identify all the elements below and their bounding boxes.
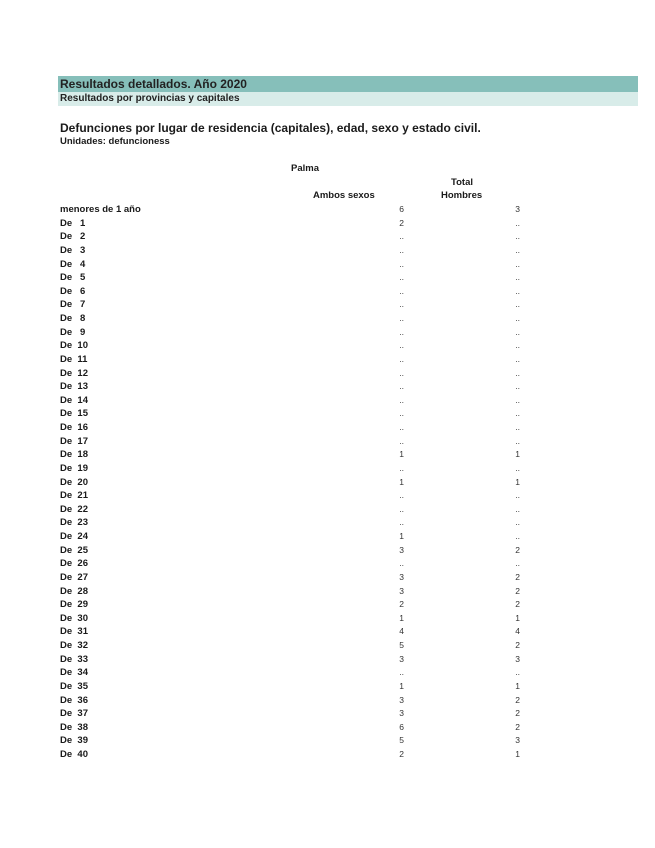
table-row	[60, 557, 530, 571]
cell-hombres: ..	[515, 299, 520, 310]
cell-ambos-sexos: ..	[399, 326, 404, 337]
row-age-label: De 24	[60, 531, 88, 542]
cell-hombres: ..	[515, 408, 520, 419]
cell-ambos-sexos: 3	[399, 585, 404, 596]
table-row	[60, 721, 530, 735]
cell-hombres: ..	[515, 531, 520, 541]
row-age-label: De 40	[60, 749, 88, 760]
row-age-label: De 37	[60, 708, 88, 720]
cell-ambos-sexos: ..	[399, 353, 404, 364]
cell-ambos-sexos: 3	[399, 694, 404, 705]
table-units: Unidades: defuncioness	[60, 136, 170, 147]
cell-hombres: 2	[515, 708, 520, 719]
cell-hombres: 3	[515, 735, 520, 746]
table-row	[60, 748, 530, 762]
row-age-label: De 13	[60, 381, 88, 393]
table-row	[60, 625, 530, 639]
cell-ambos-sexos: 5	[399, 640, 404, 650]
cell-hombres: ..	[515, 517, 520, 528]
row-age-label: De 3	[60, 244, 86, 256]
table-row	[60, 380, 530, 394]
table-row	[60, 530, 530, 544]
cell-hombres: ..	[515, 313, 520, 323]
cell-hombres: ..	[515, 285, 520, 296]
table-row	[60, 585, 530, 599]
cell-ambos-sexos: 5	[399, 735, 404, 746]
cell-ambos-sexos: 3	[399, 571, 404, 582]
cell-hombres: 3	[515, 204, 520, 214]
cell-ambos-sexos: 2	[399, 749, 404, 759]
table-row	[60, 217, 530, 231]
row-age-label: De 32	[60, 640, 88, 651]
cell-hombres: 2	[515, 571, 520, 582]
cell-ambos-sexos: ..	[399, 231, 404, 242]
cell-hombres: 4	[515, 626, 520, 637]
cell-ambos-sexos: ..	[399, 422, 404, 432]
table-row	[60, 271, 530, 285]
table-row	[60, 230, 530, 244]
row-age-label: De 10	[60, 340, 88, 352]
row-age-label: De 21	[60, 490, 88, 502]
table-row	[60, 653, 530, 667]
cell-ambos-sexos: 1	[399, 531, 404, 541]
cell-hombres: ..	[515, 394, 520, 405]
table-row	[60, 639, 530, 653]
table-row	[60, 694, 530, 708]
table-title: Defunciones por lugar de residencia (capitales), edad, sexo y estado civil.	[60, 121, 481, 135]
cell-hombres: ..	[515, 231, 520, 242]
cell-hombres: 1	[515, 680, 520, 691]
cell-hombres: ..	[515, 244, 520, 255]
table-row	[60, 707, 530, 721]
cell-hombres: ..	[515, 462, 520, 473]
table-row	[60, 339, 530, 353]
row-age-label: De 14	[60, 394, 88, 406]
table-row	[60, 298, 530, 312]
cell-ambos-sexos: 2	[399, 217, 404, 228]
cell-ambos-sexos: 1	[399, 476, 404, 487]
table-row	[60, 476, 530, 490]
row-age-label: De 2	[60, 231, 86, 243]
cell-ambos-sexos: 3	[399, 653, 404, 664]
table-row	[60, 435, 530, 449]
table-row	[60, 462, 530, 476]
cell-hombres: ..	[515, 258, 520, 269]
row-age-label: De 19	[60, 462, 88, 474]
cell-hombres: ..	[515, 326, 520, 337]
cell-ambos-sexos: ..	[399, 340, 404, 351]
cell-hombres: ..	[515, 503, 520, 514]
table-row	[60, 571, 530, 585]
table-row	[60, 244, 530, 258]
cell-hombres: 1	[515, 449, 520, 460]
row-age-label: De 38	[60, 721, 88, 733]
cell-ambos-sexos: ..	[399, 244, 404, 255]
cell-hombres: ..	[515, 217, 520, 228]
col-ambos-sexos-header: Ambos sexos	[313, 190, 375, 201]
cell-hombres: ..	[515, 667, 520, 678]
cell-ambos-sexos: 1	[399, 612, 404, 623]
cell-ambos-sexos: ..	[399, 435, 404, 446]
cell-ambos-sexos: ..	[399, 394, 404, 405]
table-row	[60, 544, 530, 558]
table-row	[60, 203, 530, 217]
row-age-label: De 29	[60, 599, 88, 611]
cell-ambos-sexos: 3	[399, 544, 404, 555]
cell-hombres: ..	[515, 490, 520, 501]
row-age-label: De 15	[60, 408, 88, 420]
row-age-label: De 6	[60, 285, 86, 297]
table-row	[60, 448, 530, 462]
cell-hombres: ..	[515, 435, 520, 446]
total-header: Total	[451, 177, 473, 188]
place-header: Palma	[291, 163, 319, 174]
cell-ambos-sexos: ..	[399, 462, 404, 473]
cell-ambos-sexos: 3	[399, 708, 404, 719]
table-row	[60, 489, 530, 503]
section-band-title: Resultados detallados. Año 2020	[58, 76, 638, 92]
cell-ambos-sexos: ..	[399, 285, 404, 296]
table-row	[60, 734, 530, 748]
cell-ambos-sexos: 1	[399, 449, 404, 460]
table-row	[60, 666, 530, 680]
table-row	[60, 394, 530, 408]
cell-hombres: 2	[515, 599, 520, 610]
row-age-label: De 17	[60, 435, 88, 447]
row-age-label: De 1	[60, 217, 86, 229]
row-age-label: De 36	[60, 694, 88, 706]
section-band-subtitle: Resultados por provincias y capitales	[58, 92, 638, 106]
cell-ambos-sexos: ..	[399, 490, 404, 501]
row-age-label: De 23	[60, 517, 88, 529]
table-row	[60, 407, 530, 421]
cell-ambos-sexos: ..	[399, 258, 404, 269]
cell-ambos-sexos: ..	[399, 367, 404, 378]
cell-hombres: 2	[515, 640, 520, 650]
cell-ambos-sexos: 6	[399, 204, 404, 214]
cell-hombres: ..	[515, 340, 520, 351]
data-table-body	[60, 203, 530, 762]
row-age-label: De 4	[60, 258, 86, 270]
cell-ambos-sexos: ..	[399, 558, 404, 569]
table-row	[60, 598, 530, 612]
row-age-label: De 28	[60, 585, 88, 597]
cell-ambos-sexos: ..	[399, 517, 404, 528]
cell-hombres: 2	[515, 694, 520, 705]
table-row	[60, 516, 530, 530]
cell-ambos-sexos: ..	[399, 667, 404, 678]
cell-hombres: ..	[515, 353, 520, 364]
row-age-label: De 8	[60, 313, 86, 324]
cell-hombres: 1	[515, 749, 520, 759]
cell-hombres: ..	[515, 272, 520, 283]
cell-hombres: 3	[515, 653, 520, 664]
row-age-label: De 18	[60, 449, 88, 461]
cell-hombres: 1	[515, 476, 520, 487]
row-age-label: De 16	[60, 422, 88, 433]
row-age-label: De 30	[60, 612, 88, 624]
cell-hombres: ..	[515, 381, 520, 392]
cell-ambos-sexos: ..	[399, 503, 404, 514]
cell-ambos-sexos: ..	[399, 299, 404, 310]
cell-hombres: 1	[515, 612, 520, 623]
table-row	[60, 285, 530, 299]
row-age-label: De 11	[60, 353, 88, 365]
cell-ambos-sexos: 4	[399, 626, 404, 637]
row-age-label: De 35	[60, 680, 88, 692]
row-age-label: menores de 1 año	[60, 204, 141, 215]
cell-ambos-sexos: ..	[399, 408, 404, 419]
row-age-label: De 25	[60, 544, 88, 556]
row-age-label: De 33	[60, 653, 88, 665]
cell-hombres: ..	[515, 558, 520, 569]
cell-ambos-sexos: 1	[399, 680, 404, 691]
row-age-label: De 26	[60, 558, 88, 570]
table-row	[60, 612, 530, 626]
row-age-label: De 9	[60, 326, 86, 338]
cell-ambos-sexos: 6	[399, 721, 404, 732]
row-age-label: De 5	[60, 272, 86, 284]
row-age-label: De 34	[60, 667, 88, 679]
row-age-label: De 27	[60, 571, 88, 583]
table-row	[60, 326, 530, 340]
cell-hombres: 2	[515, 721, 520, 732]
table-row	[60, 503, 530, 517]
table-row	[60, 353, 530, 367]
cell-hombres: 2	[515, 585, 520, 596]
table-row	[60, 258, 530, 272]
row-age-label: De 7	[60, 299, 86, 311]
table-row	[60, 312, 530, 326]
cell-hombres: 2	[515, 544, 520, 555]
row-age-label: De 22	[60, 503, 88, 515]
cell-hombres: ..	[515, 367, 520, 378]
cell-hombres: ..	[515, 422, 520, 432]
table-row	[60, 680, 530, 694]
cell-ambos-sexos: ..	[399, 381, 404, 392]
row-age-label: De 20	[60, 476, 88, 488]
row-age-label: De 39	[60, 735, 88, 747]
cell-ambos-sexos: 2	[399, 599, 404, 610]
row-age-label: De 12	[60, 367, 88, 379]
table-row	[60, 421, 530, 435]
cell-ambos-sexos: ..	[399, 272, 404, 283]
col-hombres-header: Hombres	[441, 190, 483, 201]
row-age-label: De 31	[60, 626, 88, 638]
cell-ambos-sexos: ..	[399, 313, 404, 323]
table-row	[60, 367, 530, 381]
